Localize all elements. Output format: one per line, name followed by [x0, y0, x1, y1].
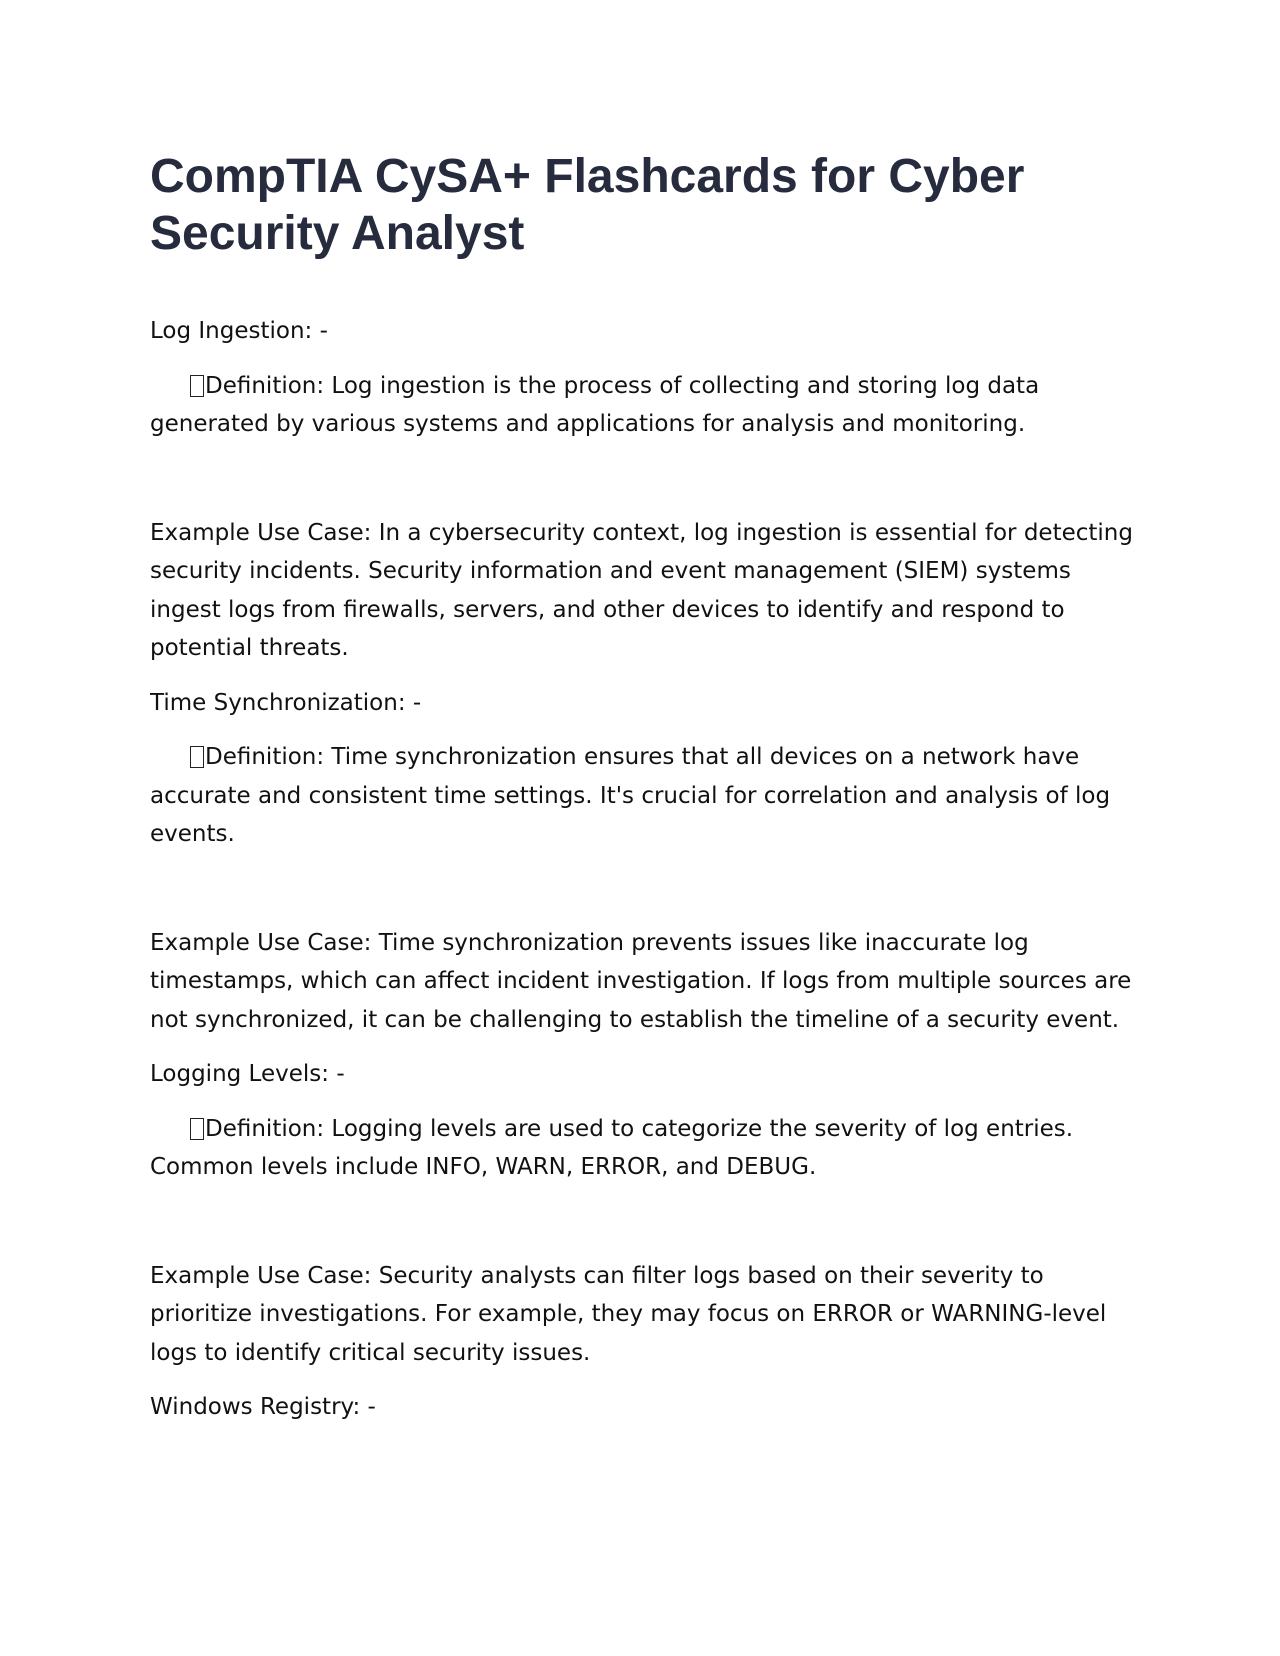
definition-text: Definition: Log ingestion is the process of collecting and storing log data generated by various systems and applications for analysis and monitoring. — [150, 372, 1040, 437]
missing-glyph-icon — [190, 746, 204, 768]
entry-definition — [150, 738, 1140, 854]
document-page — [150, 148, 1140, 1443]
entry-heading: Logging Levels: - — [150, 1061, 345, 1087]
definition-text: Definition: Time synchronization ensures that all devices on a network have accurate and consistent time settings. It's crucial for correlation and analysis of log events. — [150, 744, 1111, 847]
document-title: CompTIA CySA+ Flashcards for Cyber Security Analyst — [150, 150, 1025, 260]
entry-heading: Time Synchronization: - — [150, 689, 422, 716]
missing-glyph-icon — [190, 1118, 204, 1140]
entry-heading: Log Ingestion: - — [150, 318, 328, 344]
entry-example: Example Use Case: Time synchronization prevents issues like inaccurate log timestamps, which can affect incident investigation. If logs from multiple sources are not synchronized, it can be challenging to establish the timeline of a security event. — [150, 929, 1132, 1033]
entry-definition — [150, 367, 1140, 444]
missing-glyph-icon — [190, 375, 204, 397]
entry-example: Example Use Case: In a cybersecurity context, log ingestion is essential for detecting security incidents. Security information and event management (SIEM) systems ingest logs from firewalls, servers, and other devices to identify and respond to potential threats. — [150, 519, 1133, 661]
entry-example: Example Use Case: Security analysts can filter logs based on their severity to prioritize investigations. For example, they may focus on ERROR or WARNING-level logs to identify critical security issues. — [150, 1262, 1107, 1366]
definition-text: Definition: Logging levels are used to categorize the severity of log entries. Common levels include INFO, WARN, ERROR, and DEBUG. — [150, 1115, 1074, 1180]
document-body — [150, 312, 1140, 1427]
entry-heading: Windows Registry: - — [150, 1394, 376, 1420]
entry-definition — [150, 1110, 1140, 1187]
